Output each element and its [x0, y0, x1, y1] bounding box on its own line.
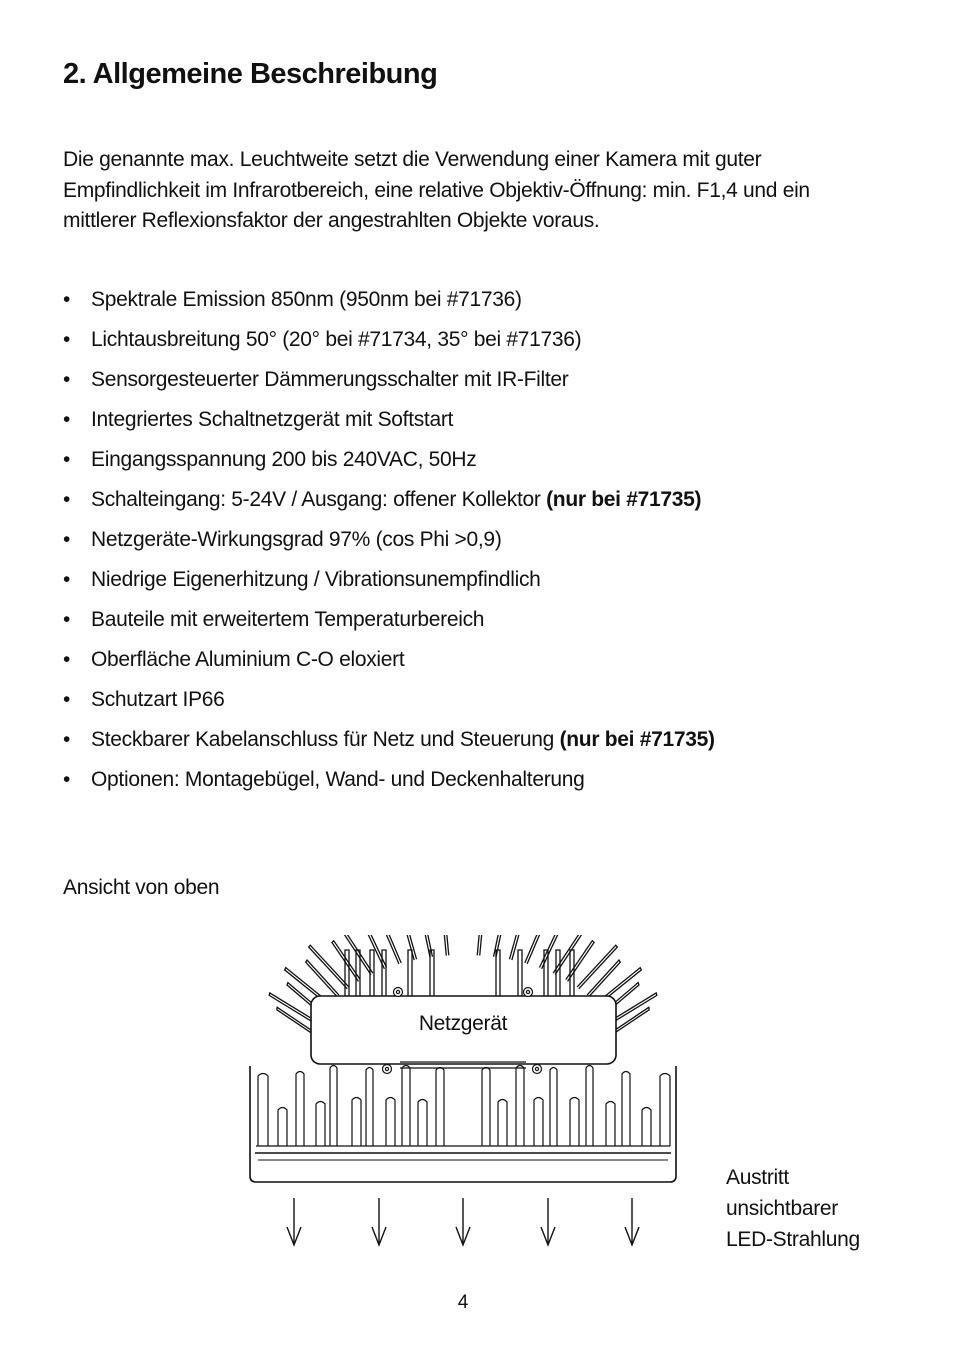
heatsink-fin — [296, 1072, 304, 1147]
bullet-icon: • — [63, 288, 71, 311]
emission-label-line: LED-Strahlung — [726, 1228, 860, 1251]
radial-fin — [539, 935, 561, 969]
bullet-icon: • — [63, 728, 71, 751]
heatsink-fin — [316, 1102, 325, 1147]
upright-fin — [544, 950, 548, 997]
list-item — [63, 323, 715, 363]
heatsink-fin — [534, 1098, 543, 1147]
bullet-icon: • — [63, 528, 71, 551]
bullet-icon: • — [63, 768, 71, 791]
heatsink-fin — [606, 1102, 615, 1147]
heatsink-fin — [352, 1098, 361, 1147]
feature-text: Oberfläche Aluminium C-O eloxiert — [91, 648, 405, 671]
list-item — [63, 523, 715, 563]
heatsink-fin — [436, 1068, 444, 1147]
feature-text: Spektrale Emission 850nm (950nm bei #71736) — [91, 288, 522, 311]
emission-label — [726, 1162, 860, 1255]
radial-fin — [577, 945, 617, 989]
feature-text: Bauteile mit erweitertem Temperaturbereich — [91, 608, 485, 631]
heatsink-fin — [570, 1098, 579, 1147]
heatsink-fin — [366, 1068, 373, 1147]
upright-fin — [496, 950, 500, 997]
intro-paragraph: Die genannte max. Leuchtweite setzt die Verwendung einer Kamera mit guter Empfindlichkeit im Infrarotbereich, eine relative Objektiv-Öffnung: min. F1,4 und ein mittlerer Reflexionsfaktor der angestrahlten Objekte voraus. — [63, 148, 810, 232]
list-item — [63, 483, 715, 523]
feature-text: Steckbarer Kabelanschluss für Netz und Steuerung — [91, 728, 560, 751]
heatsink-fin — [660, 1074, 670, 1147]
heatsink-fin — [586, 1066, 593, 1147]
list-item — [63, 683, 715, 723]
heatsink-diagram — [230, 935, 700, 1255]
feature-list — [63, 283, 715, 803]
page-number: 4 — [457, 1292, 469, 1313]
upright-fin — [408, 950, 412, 997]
heatsink-fin — [278, 1108, 287, 1147]
list-item — [63, 603, 715, 643]
feature-text: Sensorgesteuerter Dämmerungsschalter mit IR-Filter — [91, 368, 569, 391]
heatsink-fin — [402, 1066, 410, 1147]
bullet-icon: • — [63, 488, 71, 511]
heatsink-fin — [418, 1100, 427, 1147]
emission-label-line: Austritt — [726, 1166, 789, 1189]
emission-arrows — [287, 1198, 639, 1245]
list-item — [63, 763, 715, 803]
bullet-icon: • — [63, 568, 71, 591]
list-item — [63, 403, 715, 443]
feature-note: (nur bei #71735) — [559, 728, 715, 751]
feature-text: Lichtausbreitung 50° (20° bei #71734, 35° bei #71736) — [91, 328, 582, 351]
upright-fin — [556, 950, 560, 997]
heatsink-fin — [330, 1066, 337, 1147]
list-item — [63, 643, 715, 683]
radial-fin — [442, 935, 449, 956]
heatsink-fin — [516, 1066, 524, 1147]
bullet-icon: • — [63, 448, 71, 471]
feature-text: Eingangsspannung 200 bis 240VAC, 50Hz — [91, 448, 477, 471]
upright-fin — [570, 950, 574, 997]
heatsink-fin — [622, 1072, 630, 1147]
upright-fin — [345, 950, 349, 997]
list-item — [63, 443, 715, 483]
heatsink-fin — [642, 1108, 651, 1147]
upright-fin — [356, 950, 360, 997]
list-item — [63, 283, 715, 323]
feature-text: Schutzart IP66 — [91, 688, 225, 711]
radial-fin — [378, 935, 402, 964]
upright-fin — [370, 950, 374, 997]
bullet-icon: • — [63, 608, 71, 631]
bullet-icon: • — [63, 368, 71, 391]
emission-label-line: unsichtbarer — [726, 1197, 838, 1220]
upright-fin — [382, 950, 386, 997]
feature-note: (nur bei #71735) — [546, 488, 702, 511]
radial-fin — [402, 935, 417, 960]
bullet-icon: • — [63, 648, 71, 671]
heatsink-fin — [258, 1074, 268, 1147]
upright-fin — [518, 950, 522, 997]
feature-text: Niedrige Eigenerhitzung / Vibrationsunempfindlich — [91, 568, 541, 591]
heatsink-fin — [482, 1068, 490, 1147]
bullet-icon: • — [63, 408, 71, 431]
psu-label: Netzgerät — [418, 1012, 508, 1035]
feature-text: Integriertes Schaltnetzgerät mit Softstart — [91, 408, 454, 431]
feature-text: Optionen: Montagebügel, Wand- und Deckenhalterung — [91, 768, 585, 791]
bullet-icon: • — [63, 688, 71, 711]
list-item — [63, 723, 715, 763]
radial-fin — [309, 945, 349, 989]
radial-fin — [364, 935, 386, 969]
list-item — [63, 563, 715, 603]
section-heading: 2. Allgemeine Beschreibung — [63, 58, 438, 90]
list-item — [63, 363, 715, 403]
heatsink-body — [250, 1066, 676, 1182]
heatsink-fin — [386, 1098, 395, 1147]
view-caption: Ansicht von oben — [63, 876, 220, 899]
feature-text: Schalteingang: 5-24V / Ausgang: offener Kollektor — [91, 488, 547, 511]
upright-fin — [430, 950, 434, 997]
radial-fin — [477, 935, 484, 956]
bullet-icon: • — [63, 328, 71, 351]
heatsink-fin — [498, 1100, 507, 1147]
feature-text: Netzgeräte-Wirkungsgrad 97% (cos Phi >0,9) — [91, 528, 502, 551]
vertical-fins — [256, 1066, 670, 1147]
heatsink-fin — [550, 1068, 557, 1147]
